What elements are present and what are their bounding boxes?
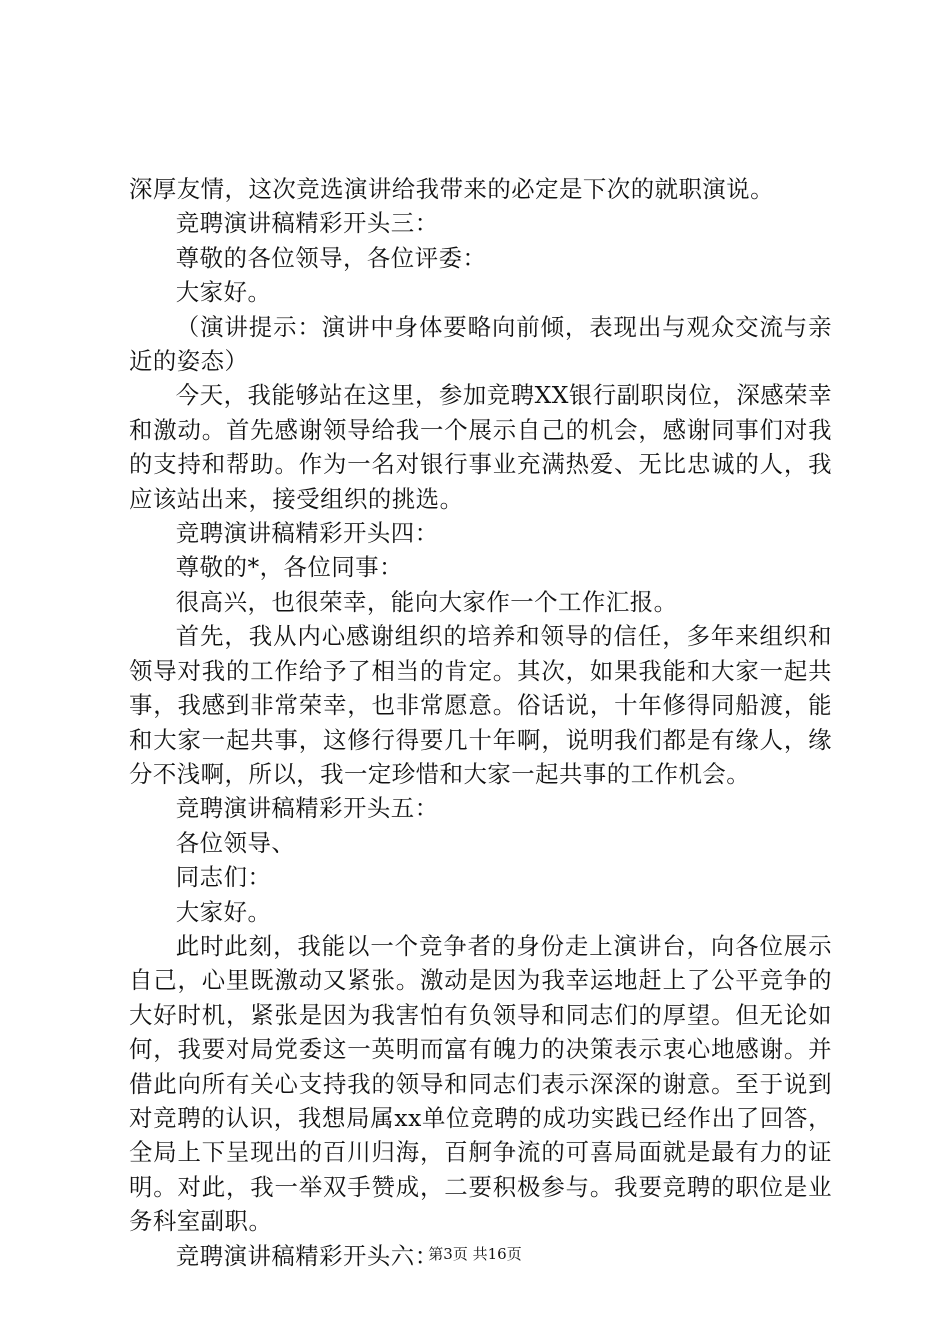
document-paragraph: 竞聘演讲稿精彩开头四： [175, 519, 439, 548]
page-footer: 第3页 共16页 [428, 1245, 522, 1263]
document-paragraph: 尊敬的*，各位同事： [175, 553, 404, 582]
document-paragraph: 各位领导、 [175, 828, 296, 857]
document-paragraph: 深厚友情，这次竞选演讲给我带来的必定是下次的就职演说。 [129, 175, 775, 203]
document-paragraph: 大家好。 [175, 897, 272, 926]
document-body [129, 172, 832, 1273]
document-paragraph: 同志们： [175, 863, 272, 892]
document-paragraph: （演讲提示：演讲中身体要略向前倾，表现出与观众交流与亲近的姿态） [129, 312, 832, 376]
document-paragraph: 今天，我能够站在这里，参加竞聘XX银行副职岗位，深感荣幸和激动。首先感谢领导给我一个展示自己的机会，感谢同事们对我的支持和帮助。作为一名对银行事业充满热爱、无比忠诚的人，我应该站出来，接受组织的挑选。 [129, 381, 832, 513]
document-paragraph: 首先，我从内心感谢组织的培养和领导的信任，多年来组织和领导对我的工作给予了相当的肯定。其次，如果我能和大家一起共事，我感到非常荣幸，也非常愿意。俗话说，十年修得同船渡，能和大家一起共事，这修行得要几十年啊，说明我们都是有缘人，缘分不浅啊，所以，我一定珍惜和大家一起共事的工作机会。 [129, 622, 832, 788]
document-paragraph: 很高兴，也很荣幸，能向大家作一个工作汇报。 [175, 587, 678, 616]
document-paragraph: 竞聘演讲稿精彩开头六： [175, 1241, 439, 1270]
document-paragraph: 此时此刻，我能以一个竞争者的身份走上演讲台，向各位展示自己，心里既激动又紧张。激动是因为我幸运地赶上了公平竞争的大好时机，紧张是因为我害怕有负领导和同志们的厚望。但无论如何，我要对局党委这一英明而富有魄力的决策表示衷心地感谢。并借此向所有关心支持我的领导和同志们表示深深的谢意。至于说到对竞聘的认识，我想局属xx单位竞聘的成功实践已经作出了回答，全局上下呈现出的百川归海，百舸争流的可喜局面就是最有力的证明。对此，我一举双手赞成，二要积极参与。我要竞聘的职位是业务科室副职。 [129, 931, 832, 1236]
document-paragraph: 竞聘演讲稿精彩开头三： [175, 209, 439, 238]
document-paragraph: 竞聘演讲稿精彩开头五： [175, 794, 439, 823]
document-paragraph: 大家好。 [175, 278, 272, 307]
document-paragraph: 尊敬的各位领导，各位评委： [175, 243, 487, 272]
